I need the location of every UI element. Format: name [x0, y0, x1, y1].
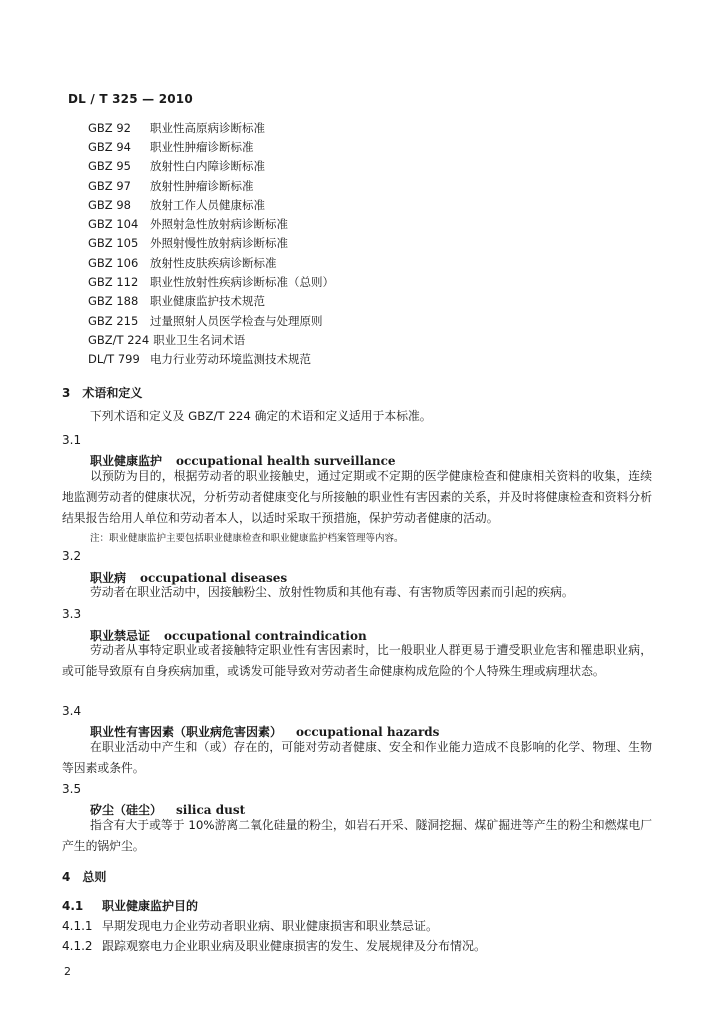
- term-en: occupational hazards: [296, 725, 440, 739]
- clause-heading: [62, 897, 198, 914]
- reference-code: GBZ 92: [88, 120, 131, 135]
- reference-title: 职业性高原病诊断标准: [150, 120, 265, 135]
- normative-references-list: [88, 118, 334, 369]
- clause-item: [62, 917, 438, 934]
- term-number: 3.2: [62, 549, 82, 563]
- reference-title: 电力行业劳动环境监测技术规范: [150, 352, 311, 367]
- reference-title: 过量照射人员医学检查与处理原则: [150, 313, 323, 328]
- term-number: 3.3: [62, 607, 82, 621]
- reference-item: [88, 292, 334, 311]
- reference-item: [88, 311, 334, 330]
- reference-code: GBZ 112: [88, 275, 139, 290]
- term-cn: 矽尘（硅尘）: [90, 803, 163, 817]
- reference-code: GBZ 105: [88, 236, 139, 251]
- reference-item: [88, 350, 334, 369]
- term-cn: 职业禁忌证: [90, 629, 151, 643]
- document-header: DL / T 325 — 2010: [68, 92, 193, 106]
- page-number: 2: [64, 965, 71, 978]
- reference-item: [88, 176, 334, 195]
- reference-title: 职业卫生名词术语: [153, 332, 246, 347]
- reference-item: [88, 214, 334, 233]
- term-number: 3.5: [62, 782, 82, 796]
- section-heading-general: 4 总则: [62, 870, 107, 884]
- reference-title: 放射性肿瘤诊断标准: [150, 178, 254, 193]
- term-cn: 职业性有害因素（职业病危害因素）: [90, 725, 283, 739]
- term-en: occupational diseases: [140, 571, 288, 585]
- reference-item: [88, 253, 334, 272]
- clause-number: 4.1: [62, 899, 84, 913]
- reference-code: GBZ 188: [88, 294, 139, 309]
- reference-item: [88, 137, 334, 156]
- term-cn: 职业病: [90, 571, 127, 585]
- reference-title: 放射工作人员健康标准: [150, 197, 265, 212]
- reference-item: [88, 234, 334, 253]
- term-en: silica dust: [176, 803, 246, 817]
- clause-title: 职业健康监护目的: [102, 899, 199, 913]
- term-number: 3.4: [62, 704, 82, 718]
- reference-item: [88, 157, 334, 176]
- clause-number: 4.1.1: [62, 919, 93, 933]
- reference-title: 职业性肿瘤诊断标准: [150, 139, 254, 154]
- reference-code: GBZ/T 224: [88, 332, 150, 347]
- reference-title: 放射性白内障诊断标准: [150, 159, 265, 174]
- reference-code: GBZ 104: [88, 217, 139, 232]
- reference-code: GBZ 97: [88, 178, 131, 193]
- clause-text: 早期发现电力企业劳动者职业病、职业健康损害和职业禁忌证。: [102, 919, 439, 933]
- term-en: occupational health surveillance: [176, 454, 396, 468]
- section-heading-terms: 3 术语和定义: [62, 386, 143, 400]
- reference-item: [88, 272, 334, 291]
- reference-item: [88, 330, 334, 349]
- reference-item: [88, 118, 334, 137]
- reference-code: DL/T 799: [88, 352, 140, 367]
- term-en: occupational contraindication: [164, 629, 367, 643]
- reference-title: 外照射慢性放射病诊断标准: [150, 236, 288, 251]
- reference-code: GBZ 106: [88, 255, 139, 270]
- term-definition: 劳动者在职业活动中，因接触粉尘、放射性物质和其他有毒、有害物质等因素而引起的疾病。: [90, 585, 574, 599]
- term-note: 注：职业健康监护主要包括职业健康检查和职业健康监护档案管理等内容。: [90, 533, 404, 544]
- reference-title: 外照射急性放射病诊断标准: [150, 217, 288, 232]
- reference-code: GBZ 95: [88, 159, 131, 174]
- reference-title: 放射性皮肤疾病诊断标准: [150, 255, 277, 270]
- clause-item: [62, 937, 486, 954]
- term-cn: 职业健康监护: [90, 454, 163, 468]
- reference-title: 职业性放射性疾病诊断标准（总则）: [150, 275, 334, 290]
- reference-code: GBZ 98: [88, 197, 131, 212]
- section-intro: 下列术语和定义及 GBZ/T 224 确定的术语和定义适用于本标准。: [90, 409, 432, 423]
- reference-code: GBZ 94: [88, 139, 131, 154]
- term-definition: 劳动者从事特定职业或者接触特定职业性有害因素时，比一般职业人群更易于遭受职业危害和罹患职业病，或可能导致原有自身疾病加重，或诱发可能导致对劳动者生命健康构成危险的个人特殊生理或病理状态。: [62, 643, 652, 678]
- term-definition: 在职业活动中产生和（或）存在的，可能对劳动者健康、安全和作业能力造成不良影响的化学、物理、生物等因素或条件。: [62, 740, 652, 775]
- reference-code: GBZ 215: [88, 313, 139, 328]
- reference-item: [88, 195, 334, 214]
- reference-title: 职业健康监护技术规范: [150, 294, 265, 309]
- term-number: 3.1: [62, 433, 82, 447]
- term-definition: 以预防为目的，根据劳动者的职业接触史，通过定期或不定期的医学健康检查和健康相关资料的收集，连续地监测劳动者的健康状况，分析劳动者健康变化与所接触的职业性有害因素的关系，并及时将健康检查和资料分析结果报告给用人单位和劳动者本人，以适时采取干预措施，保护劳动者健康的活动。: [62, 469, 652, 525]
- clause-text: 跟踪观察电力企业职业病及职业健康损害的发生、发展规律及分布情况。: [102, 939, 487, 953]
- term-definition: 指含有大于或等于 10%游离二氧化硅量的粉尘，如岩石开采、隧洞挖掘、煤矿掘进等产生的粉尘和燃煤电厂产生的锅炉尘。: [62, 818, 652, 853]
- clause-number: 4.1.2: [62, 939, 93, 953]
